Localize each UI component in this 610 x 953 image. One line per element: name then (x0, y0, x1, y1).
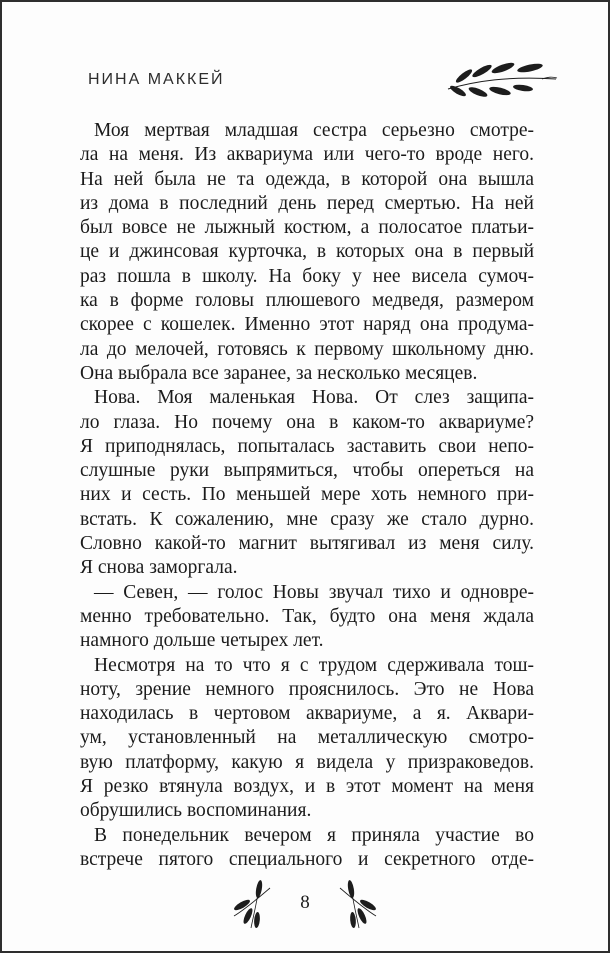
text-line: вую платформу, какую я видела у призраковедов. (80, 751, 534, 773)
text-line: На ней была не та одежда, в которой она вышла (80, 168, 534, 190)
running-header-author: НИНА МАККЕЙ (88, 71, 225, 88)
text-line: скорее с кошелек. Именно этот наряд она продума- (80, 314, 534, 336)
text-line: ум, установленный на металлическую смотро- (80, 727, 534, 749)
text-line: встать. К сожалению, мне сразу же стало дурно. (80, 508, 534, 530)
text-line: обрушились воспоминания. (80, 800, 312, 822)
text-line: из дома в последний день перед смертью. На ней (80, 192, 534, 214)
text-line: Словно какой-то магнит вытягивал из меня силу. (80, 533, 534, 555)
text-line: Моя мертвая младшая сестра серьезно смотре- (94, 120, 534, 141)
page-footer (2, 876, 608, 930)
text-line: них и сесть. По меньшей мере хоть немного при- (80, 484, 534, 506)
text-line: ло глаза. Но почему она в каком-то аквариуме? (80, 411, 534, 433)
leaf-sprig-left-icon (232, 876, 272, 930)
page-text (80, 119, 534, 872)
text-line: Нова. Моя маленькая Нова. От слез защипа- (94, 387, 534, 409)
text-line: В понедельник вечером я приняла участие во (94, 824, 534, 846)
text-line: ла на меня. Из аквариума или чего-то вроде него. (80, 144, 534, 166)
text-line: це и джинсовая курточка, в которых она в первый (80, 241, 534, 263)
leaf-sprig-right-icon (338, 876, 378, 930)
text-line: Я резко втянула воздух, и в этот момент на меня (80, 776, 534, 798)
text-line: Она выбрала все заранее, за несколько месяцев. (80, 362, 478, 384)
text-line: намного дольше четырех лет. (80, 630, 324, 652)
text-line: Несмотря на то что я с трудом сдерживала тош- (94, 654, 534, 676)
text-line: раз пошла в школу. На боку у нее висела сумоч- (80, 265, 534, 287)
text-line: ка в форме головы плюшевого медведя, размером (80, 290, 534, 312)
branch-ornament-icon (446, 58, 558, 102)
text-line: — Севен, — голос Новы звучал тихо и одновре- (94, 581, 534, 603)
text-line: менно требовательно. Так, будто она меня ждала (80, 605, 534, 627)
text-line: Я приподнялась, попыталась заставить свои непо- (80, 435, 534, 457)
text-line: находилась в чертовом аквариуме, а я. Аквари- (80, 703, 534, 725)
text-line: Я снова заморгала. (80, 557, 238, 579)
text-line: встрече пятого специального и секретного отде- (80, 848, 534, 870)
text-line: ла до мелочей, готовясь к первому школьному дню. (80, 338, 534, 360)
text-line: ноту, зрение немного прояснилось. Это не Нова (80, 678, 534, 700)
text-line: был вовсе не лыжный костюм, а полосатое платьи- (80, 217, 534, 239)
text-line: слушные руки выпрямиться, чтобы опереться на (80, 460, 534, 482)
page-number: 8 (300, 892, 310, 913)
